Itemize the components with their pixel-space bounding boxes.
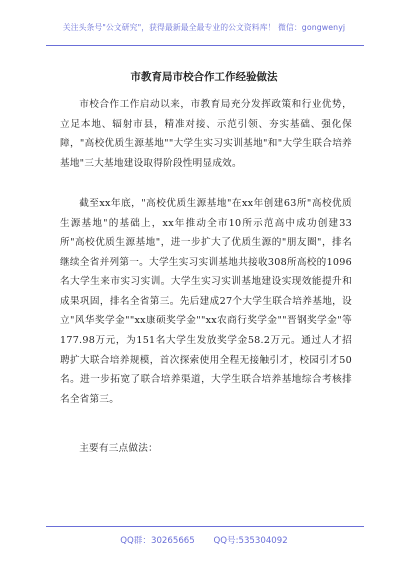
document-body xyxy=(60,95,352,459)
document-title: 市教育局市校合作工作经验做法 xyxy=(130,71,278,83)
footer-qq-group: QQ群：30265665 xyxy=(120,536,195,546)
footer-divider xyxy=(46,526,364,527)
paragraph-intro: 市校合作工作启动以来，市教育局充分发挥政策和行业优势，立足本地、辐射市县，精准对接、示范引领、夯实基础、强化保障，"高校优质生源基地""大学生实习实训基地"和"大学生联合培养基地"三大基地建设取得阶段性明显成效。 xyxy=(60,99,352,169)
header-banner: 关注头条号"公文研究"，获得最新最全最专业的公文资料库！ 微信：gongwenyj xyxy=(62,23,346,32)
paragraph-results: 截至xx年底，"高校优质生源基地"在xx年创建63所"高校优质生源基地"的基础上，xx年推动全市10所示范高中成功创建33所"高校优质生源基地"，进一步扩大了优质生源的"朋友圈"，排名继续全省并列第一。大学生实习实训基地共接收308所高校的1096名大学生来市实习实训。大学生实习实训基地建设实现效能提升和成果巩固，排名全省第三。先后建成27个大学生联合培养基地，设立"风华奖学金""xx康硕奖学金""xx农商行奖学金""晋钢奖学金"等177.98万元，为151名大学生发放奖学金58.2万元。通过人才招聘扩大联合培养规模，首次探索使用全程无接触引才，校园引才50名。进一步拓宽了联合培养渠道，大学生联合培养基地综合考核排名全省第三。 xyxy=(60,198,352,405)
footer-contacts xyxy=(0,534,408,546)
paragraph-methods-lead: 主要有三点做法： xyxy=(79,443,158,455)
footer-qq-number: QQ号:535304092 xyxy=(213,536,288,546)
header-divider xyxy=(46,45,364,46)
